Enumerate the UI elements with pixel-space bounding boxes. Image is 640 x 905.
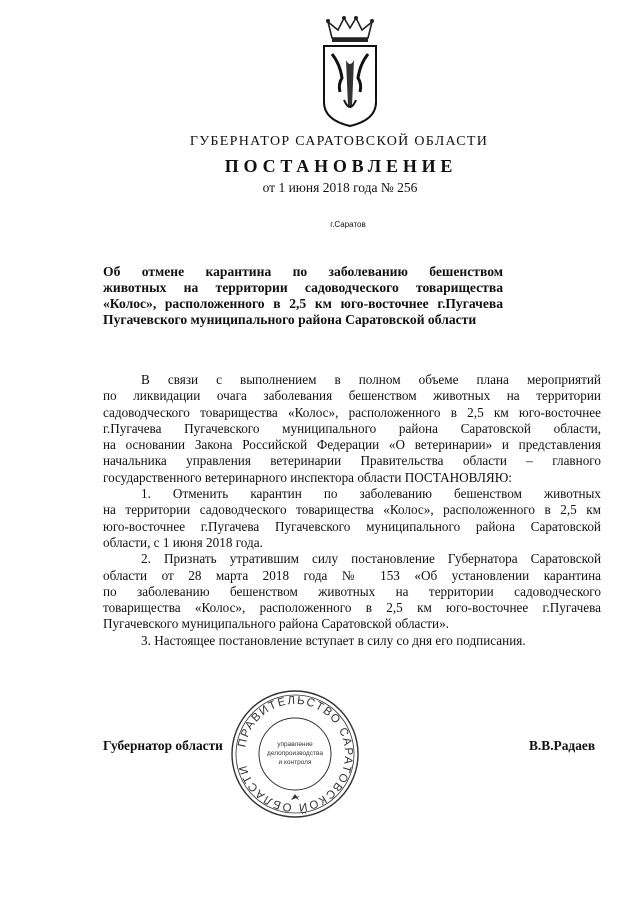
document-date-number: от 1 июня 2018 года № 256	[262, 180, 418, 195]
stamp-center-line: делопроизводства	[267, 750, 323, 757]
body-line: Пугачевского муниципального района Саратовской области».	[103, 616, 449, 632]
title-line: животных на территории садоводческого товарищества	[103, 280, 503, 295]
title-line: Об отмене карантина по заболеванию бешенством	[103, 264, 503, 279]
body-line: государственного ветеринарного инспектора области ПОСТАНОВЛЯЮ:	[103, 469, 512, 485]
body-line: 1. Отменить карантин по заболеванию бешенством животных	[141, 486, 601, 502]
body-line: начальника управления ветеринарии Правительства области – главного	[103, 453, 601, 469]
body-line: юго-восточнее г.Пугачева Пугачевского муниципального района Саратовской	[103, 518, 601, 534]
title-line: «Колос», расположенного в 2,5 км юго-восточнее г.Пугачева	[103, 296, 503, 311]
body-line: В связи с выполнением в полном объеме плана мероприятий	[141, 372, 601, 387]
body-line: по заболеванию бешенством животных на территории садоводческого	[103, 583, 601, 599]
title-line: Пугачевского муниципального района Саратовской области	[103, 312, 477, 327]
body-line: области, с 1 июня 2018 года.	[103, 534, 263, 550]
signatory-position: Губернатор области	[103, 738, 223, 753]
body-line: области от 28 марта 2018 года № 153 «Об установлении карантина	[103, 567, 601, 583]
stamp-center-line: управление	[277, 741, 313, 748]
coat-of-arms-emblem	[318, 16, 382, 128]
body-line: садоводческого товарищества «Колос», расположенного в 2,5 км юго-восточнее	[103, 404, 601, 420]
stamp-ring-text: ПРАВИТЕЛЬСТВО САРАТОВСКОЙ ОБЛАСТИ	[236, 694, 355, 814]
document-body	[103, 372, 601, 649]
document-title	[103, 264, 503, 328]
body-line: г.Пугачева Пугачевского муниципального района Саратовской области,	[103, 420, 601, 436]
body-line: 3. Настоящее постановление вступает в силу со дня его подписания.	[141, 632, 526, 648]
body-line: 2. Признать утратившим силу постановление Губернатора Саратовской	[141, 551, 601, 567]
official-stamp	[228, 688, 362, 820]
stamp-center-line: и контроля	[278, 759, 312, 766]
stamp-star-icon	[291, 794, 300, 800]
body-line: товарищества «Колос», расположенного в 2,5 км юго-восточнее г.Пугачева	[103, 600, 601, 616]
signatory-name: В.В.Радаев	[529, 738, 596, 753]
organization-name: ГУБЕРНАТОР САРАТОВСКОЙ ОБЛАСТИ	[189, 134, 489, 149]
body-line: по ликвидации очага заболевания бешенством животных на территории	[103, 388, 601, 404]
body-line: на основании Закона Российской Федерации «О ветеринарии» и представления	[103, 437, 601, 453]
document-city: г.Саратов	[330, 220, 366, 229]
body-line: на территории садоводческого товарищества «Колос», расположенного в 2,5 км	[103, 502, 601, 518]
document-type: ПОСТАНОВЛЕНИЕ	[224, 156, 458, 176]
